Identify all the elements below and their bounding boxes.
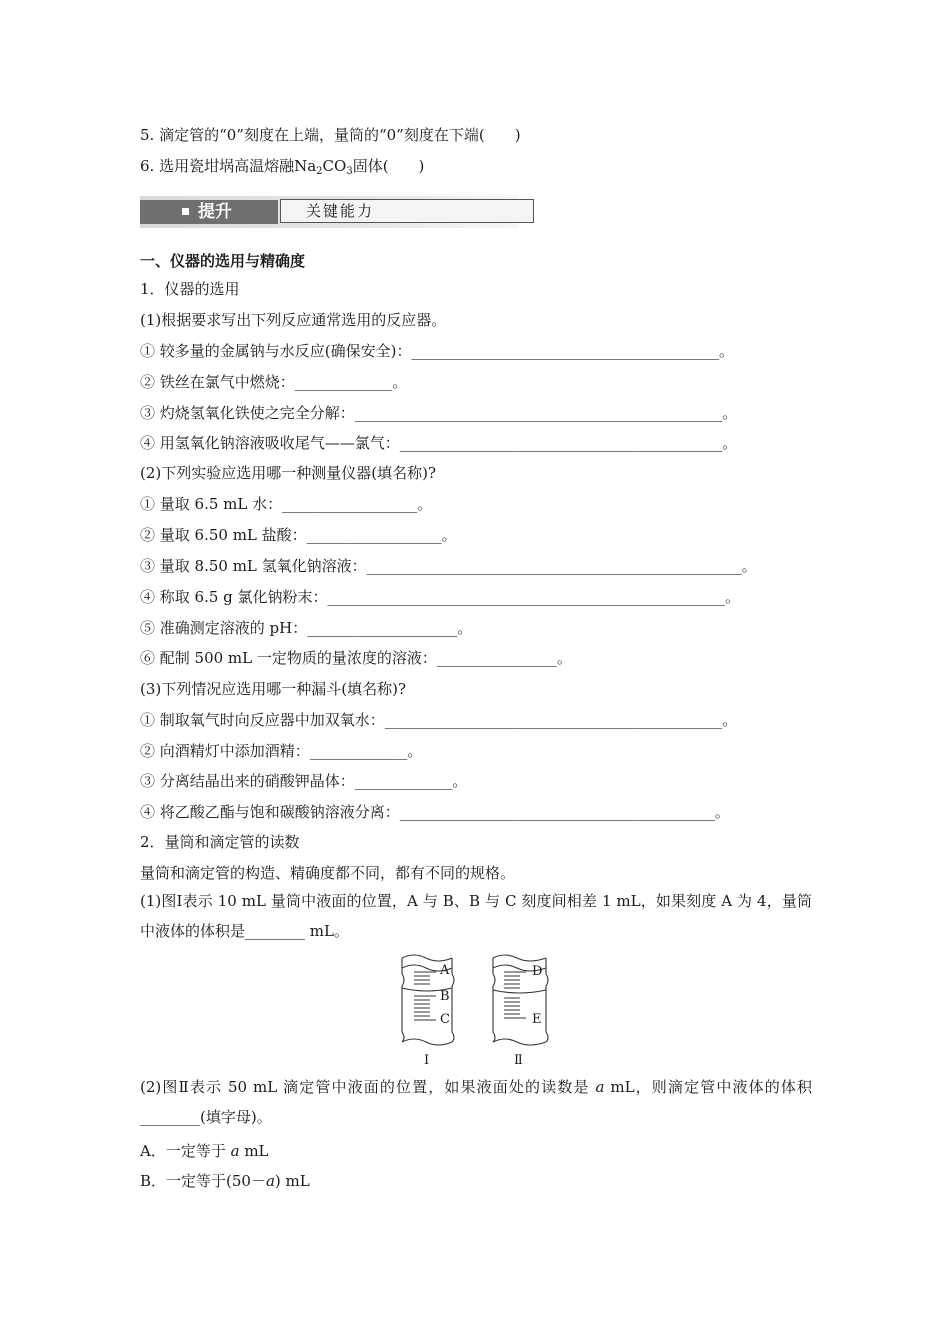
fig-q2-post: mL，则滴定管中液体的体积________(填字母)。 — [140, 1078, 812, 1126]
cylinder-left-wall — [402, 958, 404, 1042]
cylinder-top-wave — [402, 955, 452, 961]
judgement-item-6 — [140, 155, 424, 183]
section-title: 一、仪器的选用与精确度 — [140, 252, 306, 270]
subsection-1: 1．仪器的选用 — [140, 280, 240, 298]
label-e: E — [532, 1012, 542, 1027]
label-d: D — [532, 964, 543, 979]
figure-question-1: (1)图Ⅰ表示 10 mL 量筒中液面的位置，A 与 B、B 与 C 刻度间相差 1 mL，如果刻度 A 为 4，量筒中液体的体积是________ mL。 — [140, 892, 812, 940]
q1-item-1: ① 较多量的金属钠与水反应(确保安全)：_________________________________________。 — [140, 342, 734, 360]
label-a: A — [440, 963, 450, 978]
subsection-2-desc: 量筒和滴定管的构造、精确度都不同，都有不同的规格。 — [140, 864, 516, 882]
opt-b-var: a — [265, 1172, 275, 1190]
judgement-item-5: 5. 滴定管的“0”刻度在上端，量筒的“0”刻度在下端( ) — [140, 126, 521, 144]
burette-top-wave — [493, 955, 546, 961]
caption-i: Ⅰ — [424, 1053, 430, 1068]
section-banner — [140, 196, 518, 230]
q2-item-1: ① 量取 6.5 mL 水：__________________。 — [140, 495, 433, 513]
item6-mid: CO — [322, 157, 347, 175]
label-c: C — [440, 1012, 450, 1027]
item6-pre: 6. 选用瓷坩埚高温熔融Na — [140, 157, 317, 175]
q3-item-4: ④ 将乙酸乙酯与饱和碳酸钠溶液分离：__________________________________________。 — [140, 803, 730, 821]
cylinder-burette-figure — [396, 950, 566, 1072]
q1-intro: (1)根据要求写出下列反应通常选用的反应器。 — [140, 311, 447, 329]
opt-b-pre: B．一定等于(50－ — [140, 1172, 266, 1190]
cylinder-scale-ticks — [414, 972, 436, 1020]
item6-sub2: 3 — [346, 166, 353, 177]
q2-item-5: ⑤ 准确测定溶液的 pH：____________________。 — [140, 619, 473, 637]
subsection-2: 2．量筒和滴定管的读数 — [140, 833, 300, 851]
opt-a-var: a — [230, 1142, 240, 1160]
q1-item-2: ② 铁丝在氯气中燃烧：_____________。 — [140, 373, 408, 391]
figure-question-2 — [140, 1072, 812, 1132]
q3-item-3: ③ 分离结晶出来的硝酸钾晶体：_____________。 — [140, 772, 468, 790]
fig-q2-pre: (2)图Ⅱ表示 50 mL 滴定管中液面的位置，如果液面处的读数是 — [140, 1078, 596, 1096]
fig-q2-var: a — [595, 1078, 605, 1096]
option-b — [140, 1170, 310, 1192]
opt-a-pre: A．一定等于 — [140, 1142, 231, 1160]
banner-tag: 提升 — [198, 202, 232, 222]
item6-post: 固体( ) — [352, 157, 425, 175]
q3-item-2: ② 向酒精灯中添加酒精：_____________。 — [140, 742, 423, 760]
burette-right-wall — [546, 958, 548, 1042]
option-a — [140, 1140, 269, 1162]
q2-item-3: ③ 量取 8.50 mL 氢氧化钠溶液：__________________________________________________。 — [140, 557, 757, 575]
q2-item-4: ④ 称取 6.5 g 氯化钠粉末：_____________________________________________________。 — [140, 588, 741, 606]
caption-ii: Ⅱ — [514, 1053, 523, 1068]
q1-item-3: ③ 灼烧氢氧化铁使之完全分解：_________________________________________________。 — [140, 404, 738, 422]
burette-scale-ticks — [504, 972, 526, 1018]
q2-item-2: ② 量取 6.50 mL 盐酸：__________________。 — [140, 526, 457, 544]
burette-meniscus — [493, 990, 546, 993]
q1-item-4: ④ 用氢氧化钠溶液吸收尾气——氯气：___________________________________________。 — [140, 434, 738, 452]
item6-sub1: 2 — [316, 166, 323, 177]
burette-left-wall — [493, 958, 495, 1042]
opt-a-post: mL — [239, 1142, 269, 1160]
cylinder-right-wall — [452, 958, 454, 1042]
q2-item-6: ⑥ 配制 500 mL 一定物质的量浓度的溶液：________________。 — [140, 649, 572, 667]
q3-item-1: ① 制取氧气时向反应器中加双氧水：_____________________________________________。 — [140, 711, 738, 729]
banner-title: 关键能力 — [306, 202, 375, 220]
q3-intro: (3)下列情况应选用哪一种漏斗(填名称)? — [140, 680, 406, 698]
banner-square-icon — [182, 208, 189, 215]
q2-intro: (2)下列实验应选用哪一种测量仪器(填名称)? — [140, 464, 436, 482]
cylinder-bottom-wave — [402, 1039, 452, 1045]
opt-b-post: ) mL — [274, 1172, 310, 1190]
label-b: B — [440, 989, 450, 1004]
burette-bottom-wave — [493, 1039, 546, 1045]
